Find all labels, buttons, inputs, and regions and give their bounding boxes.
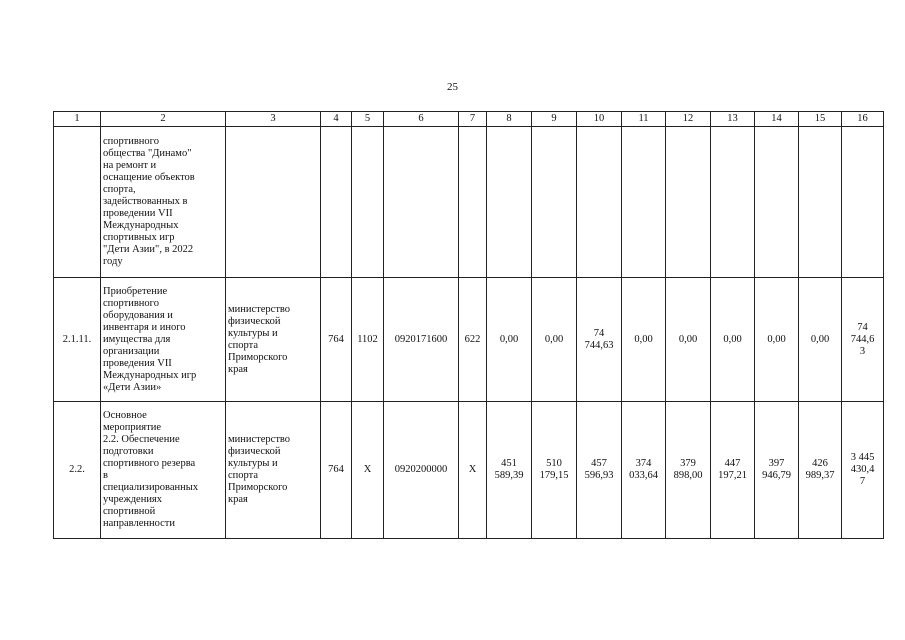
row-description: Приобретение спортивного оборудования и инвентаря и иного имущества для организации проведения VII Международных игр «Дети Азии» (101, 278, 226, 402)
column-header: 8 (487, 112, 532, 127)
value-cell: 0,00 (666, 278, 711, 402)
value-cell: 374 033,64 (622, 402, 666, 539)
column-header: 14 (755, 112, 799, 127)
row-code (54, 127, 101, 278)
row-col4: 764 (321, 278, 352, 402)
value-cell: 397 946,79 (755, 402, 799, 539)
value-cell (799, 127, 842, 278)
value-cell (577, 127, 622, 278)
row-col5: 1102 (352, 278, 384, 402)
row-col7 (459, 127, 487, 278)
column-header: 1 (54, 112, 101, 127)
row-col7: 622 (459, 278, 487, 402)
value-cell: 447 197,21 (711, 402, 755, 539)
column-header: 4 (321, 112, 352, 127)
column-header: 11 (622, 112, 666, 127)
page-number: 25 (447, 81, 458, 93)
value-cell: 0,00 (711, 278, 755, 402)
value-cell: 74 744,6 3 (842, 278, 884, 402)
budget-table (53, 111, 884, 539)
value-cell: 0,00 (532, 278, 577, 402)
value-cell: 426 989,37 (799, 402, 842, 539)
column-header: 5 (352, 112, 384, 127)
row-executor: министерство физической культуры и спорта Приморского края (226, 278, 321, 402)
column-header: 12 (666, 112, 711, 127)
value-cell: 457 596,93 (577, 402, 622, 539)
row-col5 (352, 127, 384, 278)
value-cell: 379 898,00 (666, 402, 711, 539)
row-description: спортивного общества "Динамо" на ремонт и оснащение объектов спорта, задействованных в проведении VII Международных спортивных игр "Дети Азии", в 2022 году (101, 127, 226, 278)
value-cell (711, 127, 755, 278)
column-header: 16 (842, 112, 884, 127)
column-header: 15 (799, 112, 842, 127)
header-row (54, 112, 884, 127)
value-cell (666, 127, 711, 278)
value-cell (622, 127, 666, 278)
row-col4 (321, 127, 352, 278)
table-row (54, 127, 884, 278)
value-cell (487, 127, 532, 278)
value-cell (842, 127, 884, 278)
row-description: Основное мероприятие 2.2. Обеспечение подготовки спортивного резерва в специализированных учреждениях спортивной направленности (101, 402, 226, 539)
value-cell (755, 127, 799, 278)
row-executor (226, 127, 321, 278)
column-header: 2 (101, 112, 226, 127)
value-cell: 0,00 (487, 278, 532, 402)
row-col6: 0920171600 (384, 278, 459, 402)
row-code: 2.2. (54, 402, 101, 539)
value-cell (532, 127, 577, 278)
value-cell: 0,00 (622, 278, 666, 402)
column-header: 13 (711, 112, 755, 127)
column-header: 3 (226, 112, 321, 127)
row-code: 2.1.11. (54, 278, 101, 402)
row-col4: 764 (321, 402, 352, 539)
value-cell: 451 589,39 (487, 402, 532, 539)
table-row (54, 278, 884, 402)
column-header: 6 (384, 112, 459, 127)
column-header: 10 (577, 112, 622, 127)
table-row (54, 402, 884, 539)
value-cell: 3 445 430,4 7 (842, 402, 884, 539)
value-cell: 0,00 (755, 278, 799, 402)
value-cell: 0,00 (799, 278, 842, 402)
column-header: 9 (532, 112, 577, 127)
row-col5: Х (352, 402, 384, 539)
value-cell: 74 744,63 (577, 278, 622, 402)
row-col6 (384, 127, 459, 278)
row-executor: министерство физической культуры и спорта Приморского края (226, 402, 321, 539)
row-col7: Х (459, 402, 487, 539)
value-cell: 510 179,15 (532, 402, 577, 539)
row-col6: 0920200000 (384, 402, 459, 539)
column-header: 7 (459, 112, 487, 127)
